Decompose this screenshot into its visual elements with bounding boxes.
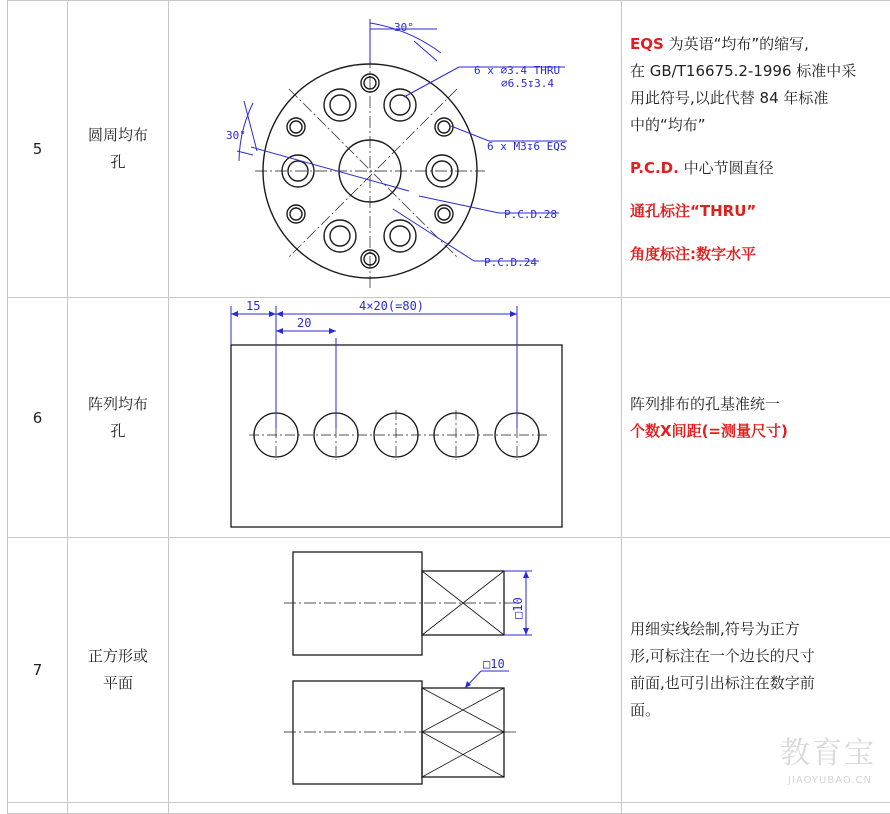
row-number: 7 [8, 538, 68, 803]
hole-note-1: 6 x ∅3.4 THRU [474, 64, 560, 77]
square-leader-label: □10 [483, 657, 505, 671]
row-description: 阵列排布的孔基准统一 个数X间距(=测量尺寸) [622, 298, 890, 538]
hole-note-2: ∅6.5↧3.4 [501, 77, 554, 90]
angle-top-label: 30° [394, 21, 414, 34]
row-name: 圆周均布 孔 [68, 1, 169, 298]
circular-holes-svg [169, 1, 621, 293]
row-name: 正方形或 平面 [68, 538, 169, 803]
spec-table [7, 0, 890, 814]
row-name: 阵列均布 孔 [68, 298, 169, 538]
row-number: 6 [8, 298, 68, 538]
drawing-square-flat [169, 538, 622, 803]
dim-total-label: 4×20(=80) [359, 299, 424, 313]
row-description: EQS 为英语“均布”的缩写, 在 GB/T16675.2-1996 标准中采 用此符号,以此代替 84 年标准 中的“均布” P.C.D. 中心节圆直径 通孔标注“THRU” 角度标注:数字水平 [622, 1, 890, 298]
dim-20-label: 20 [297, 316, 311, 330]
row-description: 用细实线绘制,符号为正方 形,可标注在一个边长的尺寸 前面,也可引出标注在数字前 面。 [622, 538, 890, 803]
array-holes-svg [169, 298, 621, 533]
table-row [8, 803, 890, 814]
pcd-b-label: P.C.D.24 [484, 256, 537, 269]
thread-note: 6 x M3↧6 EQS [487, 140, 566, 153]
table-row [8, 298, 890, 538]
watermark-logo: 教育宝 [780, 728, 876, 772]
table-row [8, 538, 890, 803]
square-side-label: □10 [511, 597, 525, 619]
row-number: 5 [8, 1, 68, 298]
drawing-array-holes [169, 298, 622, 538]
dim-15-label: 15 [246, 299, 260, 313]
square-flat-svg [169, 538, 621, 798]
table-row [8, 1, 890, 298]
plate-outline [231, 345, 562, 527]
drawing-circular-holes [169, 1, 622, 298]
angle-left-label: 30° [226, 129, 246, 142]
pcd-a-label: P.C.D.28 [504, 208, 557, 221]
watermark-url: JIAOYUBAO.CN [788, 775, 872, 786]
